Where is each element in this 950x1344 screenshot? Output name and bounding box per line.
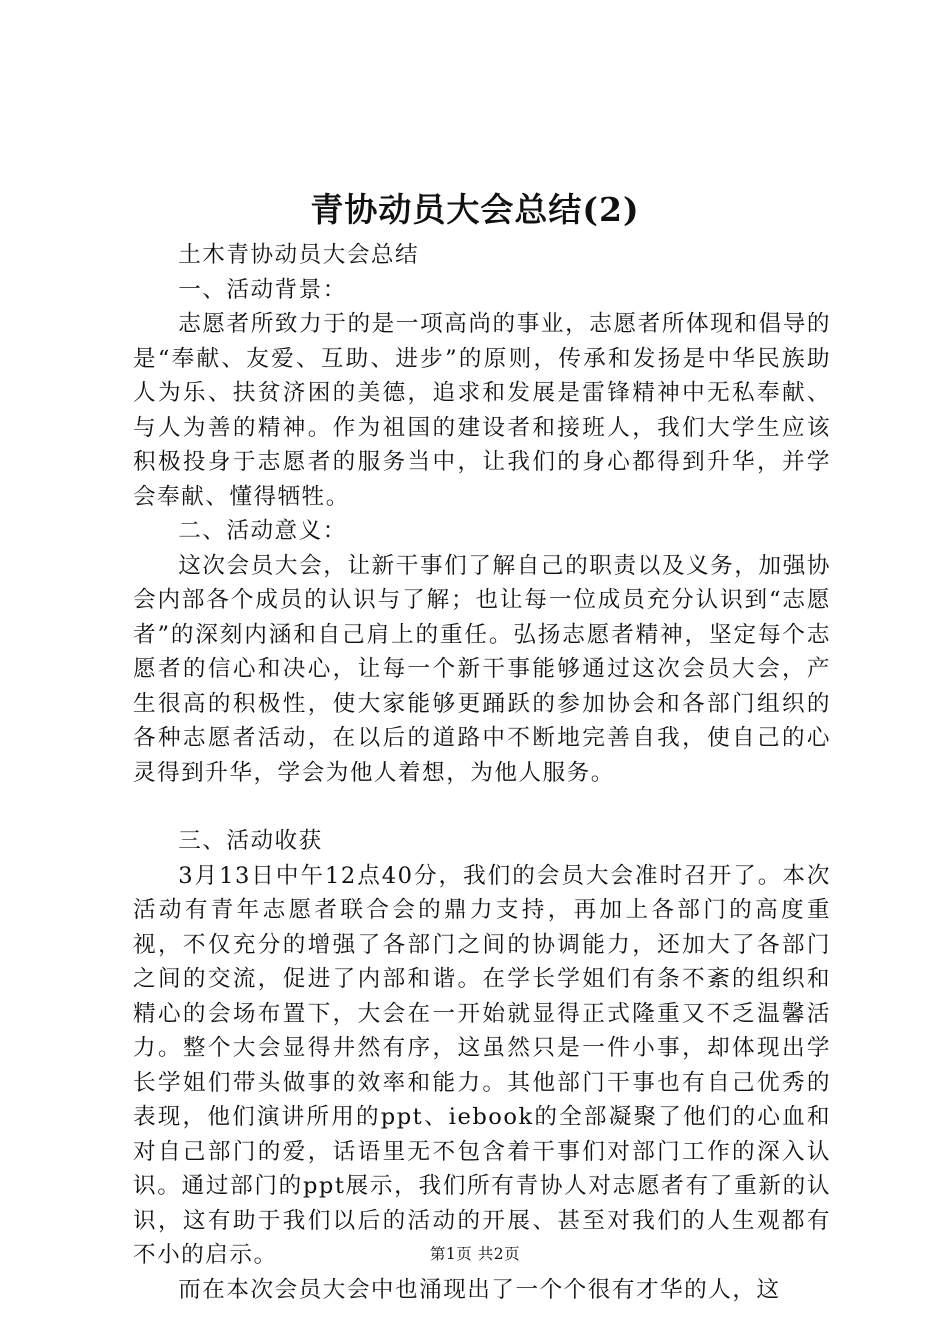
section-heading-significance: 二、活动意义： — [178, 518, 347, 544]
gains-paragraph: 3月13日中午12点40分，我们的会员大会准时召开了。本次活动有青年志愿者联合会的鼎力支持，再加上各部门的高度重视，不仅充分的增强了各部门之间的协调能力，还加大了各部门之间的交流，促进了内部和谐。在学长学姐们有条不紊的组织和精心的会场布置下，大会在一开始就显得正式隆重又不乏温馨活力。整个大会显得井然有序，这虽然只是一件小事，却体现出学长学姐们带头做事的效率和能力。其他部门干事也有自己优秀的表现，他们演讲所用的ppt、iebook的全部凝聚了他们的心血和对自己部门的爱，话语里无不包含着干事们对部门工作的深入认识。通过部门的ppt展示，我们所有青协人对志愿者有了重新的认识，这有助于我们以后的活动的开展、甚至对我们的人生观都有不小的启示。 — [133, 862, 831, 1268]
significance-paragraph: 这次会员大会，让新干事们了解自己的职责以及义务，加强协会内部各个成员的认识与了解；也让每一位成员充分认识到“志愿者”的深刻内涵和自己肩上的重任。弘扬志愿者精神，坚定每个志愿者的信心和决心，让每一个新干事能够通过这次会员大会，产生很高的积极性，使大家能够更踊跃的参加协会和各部门组织的各种志愿者活动，在以后的道路中不断地完善自我，使自己的心灵得到升华，学会为他人着想，为他人服务。 — [133, 552, 831, 786]
subtitle-paragraph: 土木青协动员大会总结 — [178, 242, 420, 268]
section-heading-background: 一、活动背景： — [178, 276, 347, 303]
closing-paragraph: 而在本次会员大会中也涌现出了一个个很有才华的人，这 — [178, 1276, 781, 1303]
section-heading-gains: 三、活动收获 — [178, 828, 323, 854]
document-title: 青协动员大会总结(2) — [310, 190, 640, 229]
page-footer: 第1页 共2页 — [429, 1245, 521, 1263]
document-body — [133, 238, 831, 1307]
background-paragraph: 志愿者所致力于的是一项高尚的事业，志愿者所体现和倡导的是“奉献、友爱、互助、进步”的原则，传承和发扬是中华民族助人为乐、扶贫济困的美德，追求和发展是雷锋精神中无私奉献、与人为善的精神。作为祖国的建设者和接班人，我们大学生应该积极投身于志愿者的服务当中，让我们的身心都得到升华，并学会奉献、懂得牺牲。 — [133, 311, 831, 510]
